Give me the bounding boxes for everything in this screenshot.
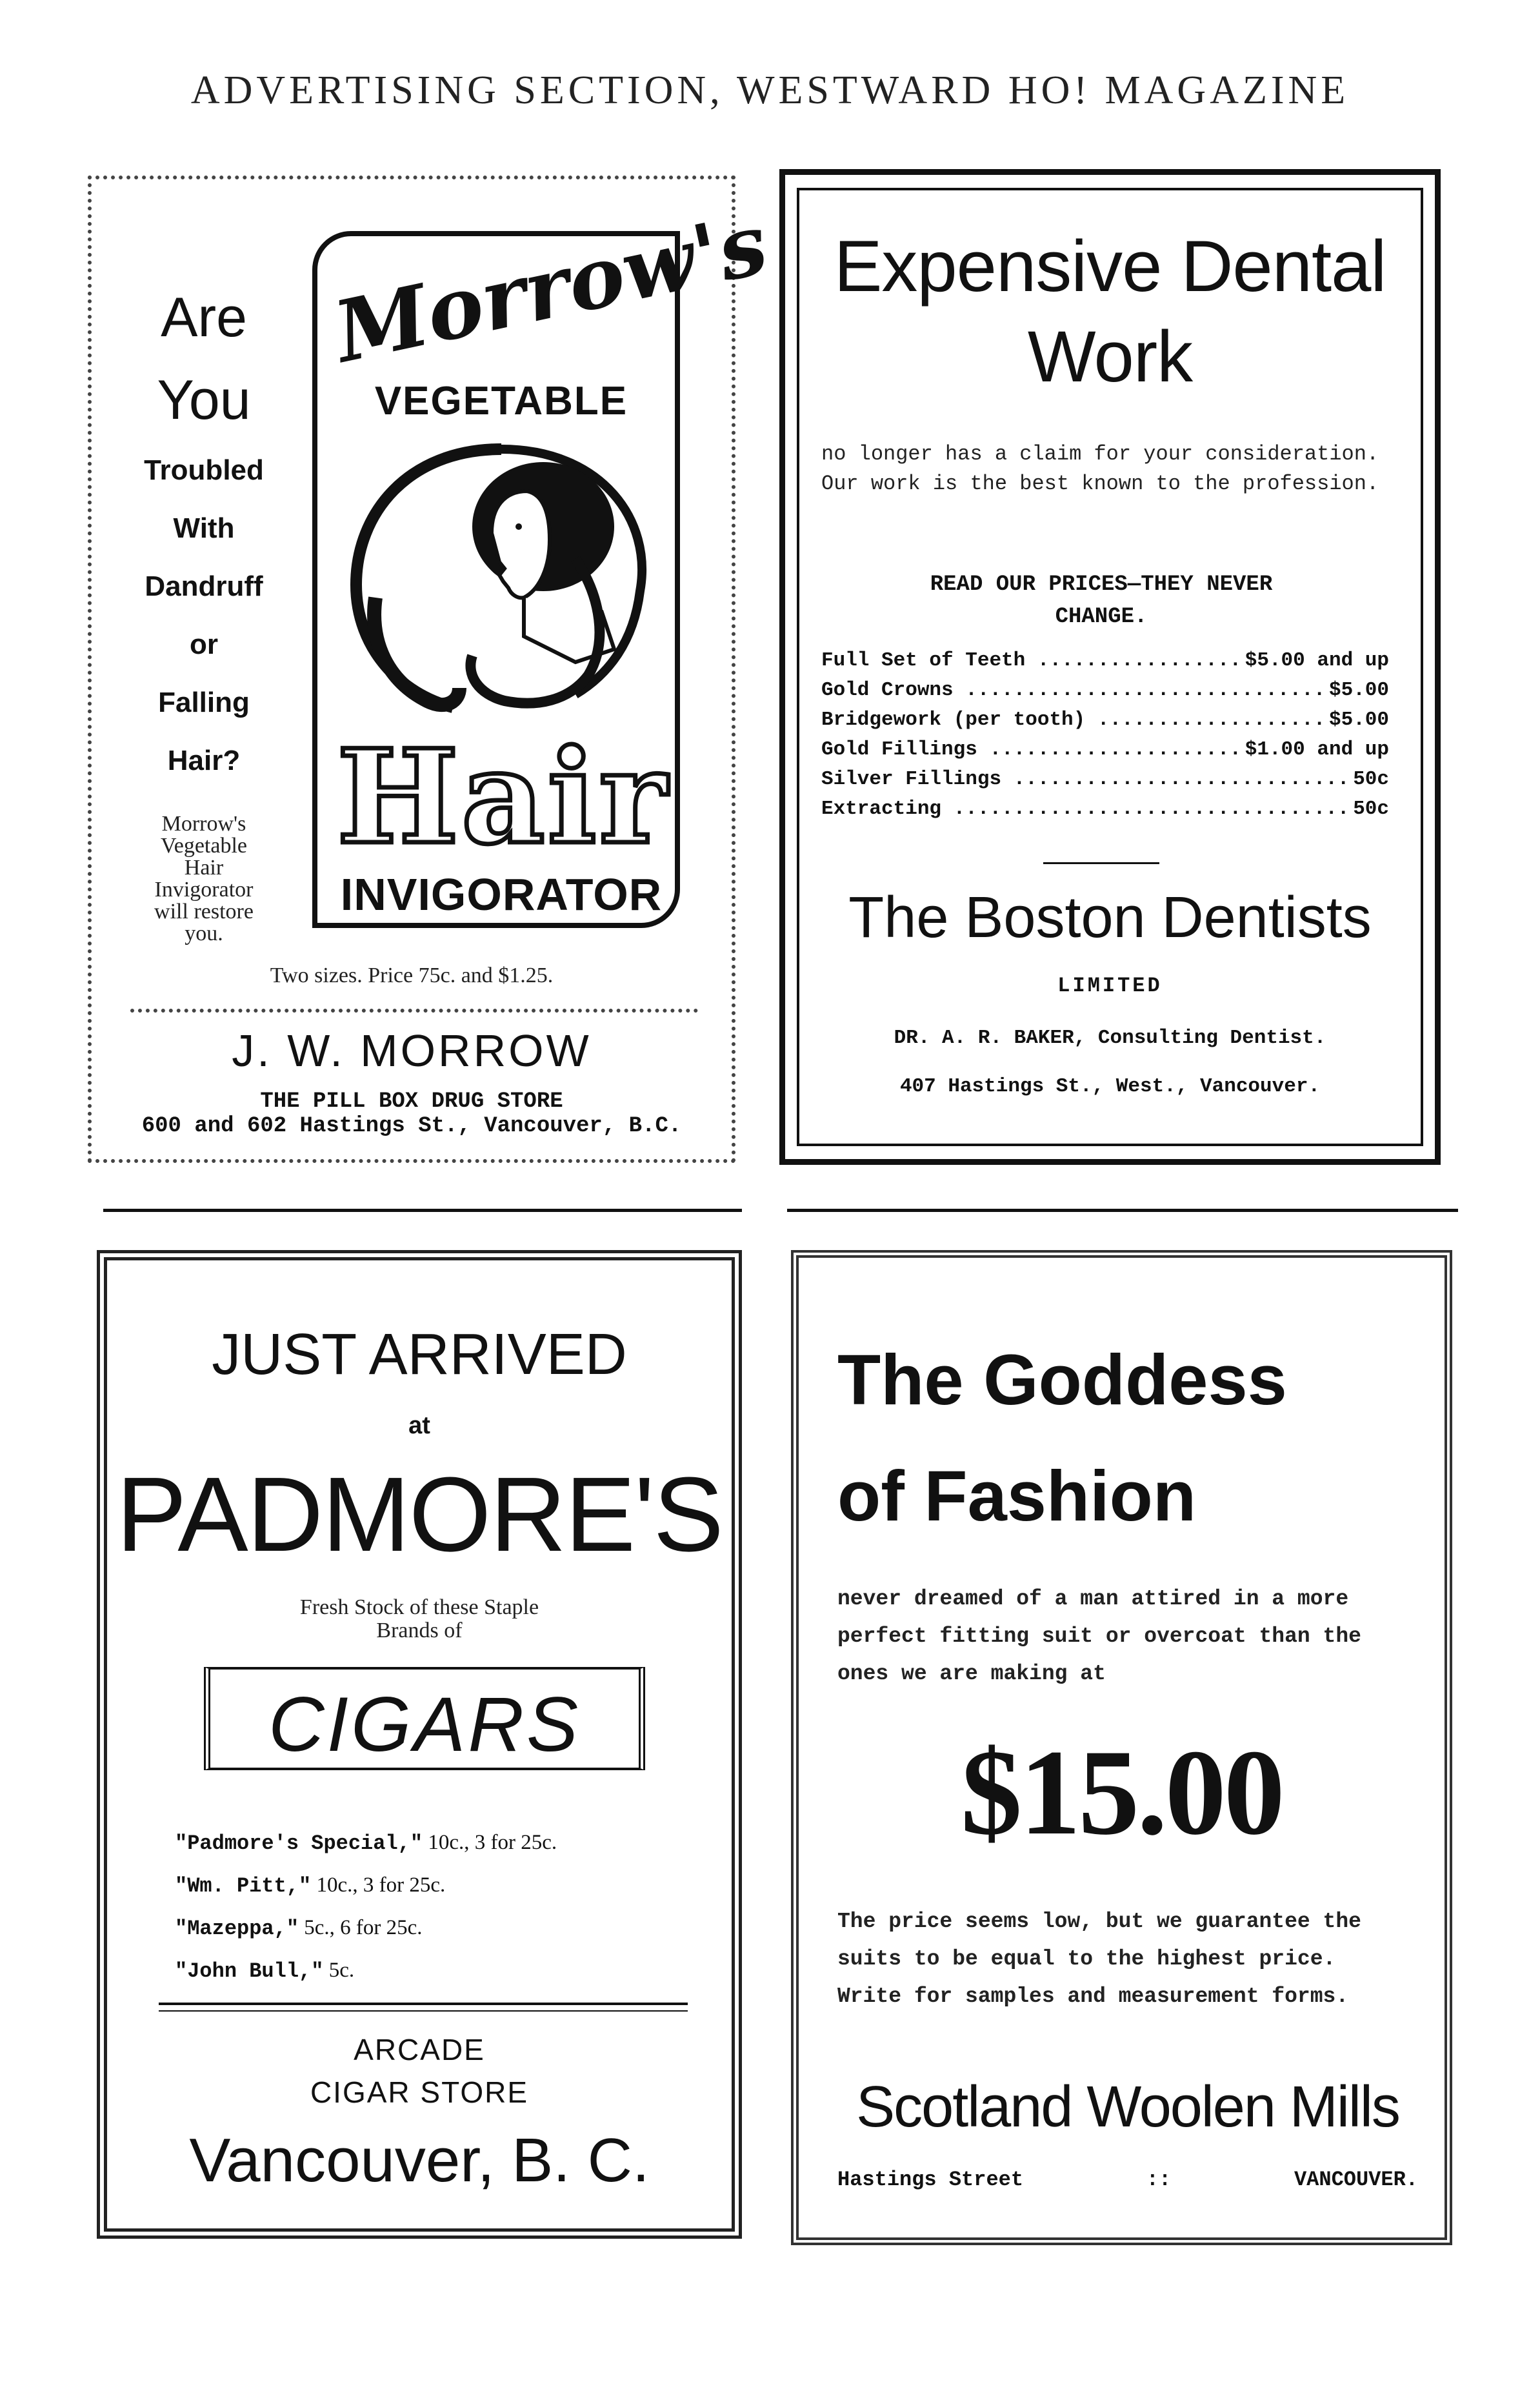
scotland-advert	[791, 1250, 1452, 2245]
price-item: Gold Fillings .....	[821, 735, 1245, 765]
page-header: ADVERTISING SECTION, WESTWARD HO! MAGAZINE	[190, 68, 1350, 112]
price-item: Bridgework (per tooth) .....	[821, 705, 1329, 735]
padmore-advert	[97, 1250, 742, 2239]
brand-name: "Wm. Pitt,"	[175, 1874, 312, 1898]
hair-invigorator-label	[312, 194, 775, 928]
arcade-line: CIGAR STORE	[310, 2075, 529, 2109]
fresh-line: Brands of	[376, 1619, 463, 1642]
prices-heading	[811, 569, 1392, 633]
firm-name: Scotland Woolen Mills	[856, 2075, 1399, 2139]
price-row	[821, 646, 1389, 676]
doctor-line: DR. A. R. BAKER, Consulting Dentist.	[894, 1027, 1326, 1049]
headline-line: Work	[1027, 316, 1193, 397]
question-line: Troubled	[144, 454, 264, 486]
restore-line: Invigorator	[154, 878, 254, 902]
store-address	[92, 1089, 732, 1138]
scotland-address	[837, 2168, 1418, 2192]
headline-line: The Goddess	[837, 1340, 1287, 1420]
short-divider	[1043, 862, 1159, 864]
headline-line: Expensive Dental	[834, 226, 1386, 307]
store-name: THE PILL BOX DRUG STORE	[260, 1089, 563, 1114]
dental-headline	[785, 221, 1435, 402]
brand-list	[175, 1822, 691, 1992]
padmore-name: PADMORE'S	[116, 1455, 723, 1573]
brand-price: 5c., 6 for 25c.	[304, 1916, 423, 1939]
brand-name: "Mazeppa,"	[175, 1917, 299, 1941]
price-line: Two sizes. Price 75c. and $1.25.	[270, 964, 554, 987]
brand-row	[175, 1950, 691, 1992]
arcade-store	[107, 2028, 732, 2114]
hair-lettering: Hair	[337, 722, 670, 873]
price-item: Extracting .....	[821, 794, 1353, 824]
price-value: $1.00 and up	[1245, 738, 1389, 761]
just-arrived-heading: JUST ARRIVED	[212, 1322, 627, 1387]
dental-advert	[779, 169, 1441, 1165]
store-street: 600 and 602 Hastings St., Vancouver, B.C.	[141, 1114, 682, 1138]
prices-heading-line: CHANGE.	[1055, 605, 1148, 629]
price-value: 50c	[1353, 768, 1389, 791]
fashion-body: never dreamed of a man attired in a more perfect fitting suit or overcoat than the ones we are making at	[837, 1587, 1361, 1686]
restore-line: will restore	[154, 900, 254, 924]
question-line: Falling	[158, 687, 250, 718]
limited-label: LIMITED	[1057, 974, 1163, 998]
brand-row	[175, 1822, 691, 1864]
morrow-logo-script: Morrow's	[326, 194, 775, 382]
dental-body: no longer has a claim for your consideration. Our work is the best known to the profession.	[821, 442, 1379, 496]
dotted-divider	[130, 1009, 698, 1013]
price-value: $5.00 and up	[1245, 649, 1389, 672]
headline-line: of Fashion	[837, 1457, 1197, 1536]
fresh-stock-text	[107, 1596, 732, 1642]
price-value: 50c	[1353, 798, 1389, 820]
at-label: at	[408, 1412, 430, 1439]
brand-price: 5c.	[328, 1959, 355, 1982]
brand-price: 10c., 3 for 25c.	[428, 1831, 557, 1854]
question-line: With	[173, 512, 235, 544]
brand-name: "Padmore's Special,"	[175, 1832, 423, 1855]
street-name: Hastings Street	[837, 2168, 1024, 2192]
price-row	[821, 735, 1389, 765]
question-line: Dandruff	[145, 570, 263, 602]
invigorator-label: INVIGORATOR	[340, 869, 663, 920]
city-name: VANCOUVER.	[1294, 2168, 1418, 2192]
divider	[159, 2003, 688, 2005]
city-name: Vancouver, B. C.	[189, 2126, 650, 2195]
price-row	[821, 765, 1389, 794]
section-divider	[787, 1209, 1458, 1212]
price-row	[821, 676, 1389, 705]
question-line: Hair?	[167, 745, 241, 776]
goddess-headline	[837, 1322, 1418, 1555]
brand-row	[175, 1907, 691, 1950]
question-line: or	[190, 629, 218, 660]
guarantee-body: The price seems low, but we guarantee the suits to be equal to the highest price. Write for samples and measurement forms.	[837, 1910, 1361, 2008]
restore-line: Vegetable	[160, 834, 248, 858]
restore-line: Morrow's	[161, 812, 246, 836]
address-separator: ::	[1146, 2168, 1172, 2192]
morrow-question-block	[101, 276, 307, 945]
cigars-box	[204, 1667, 645, 1770]
question-line: You	[157, 369, 251, 431]
price-item: Silver Fillings .....	[821, 765, 1353, 794]
arcade-line: ARCADE	[354, 2033, 485, 2066]
price-value: $5.00	[1328, 709, 1389, 731]
restore-line: you.	[185, 922, 223, 945]
cigars-label: CIGARS	[268, 1681, 581, 1768]
question-line: Are	[161, 287, 247, 348]
dental-address: 407 Hastings St., West., Vancouver.	[899, 1075, 1321, 1098]
prices-heading-line: READ OUR PRICES—THEY NEVER	[930, 572, 1273, 597]
price-value: $5.00	[1328, 679, 1389, 701]
restore-line: Hair	[184, 856, 224, 880]
price-item: Gold Crowns .....	[821, 676, 1329, 705]
morrow-advert	[88, 176, 775, 1163]
price-list	[821, 646, 1389, 824]
section-divider	[103, 1209, 742, 1212]
merchant-name: J. W. MORROW	[232, 1025, 592, 1076]
price-row	[821, 705, 1389, 735]
price-row	[821, 794, 1389, 824]
woman-portrait-illustration	[330, 430, 672, 727]
price-item: Full Set of Teeth .....	[821, 646, 1245, 676]
fresh-line: Fresh Stock of these Staple	[299, 1595, 539, 1619]
brand-name: "John Bull,"	[175, 1959, 324, 1983]
firm-name: The Boston Dentists	[848, 885, 1372, 950]
vegetable-label: VEGETABLE	[374, 379, 628, 423]
divider	[159, 2010, 688, 2012]
brand-price: 10c., 3 for 25c.	[316, 1873, 446, 1897]
brand-row	[175, 1864, 691, 1907]
suit-price: $15.00	[961, 1725, 1283, 1861]
restore-text	[101, 813, 307, 945]
